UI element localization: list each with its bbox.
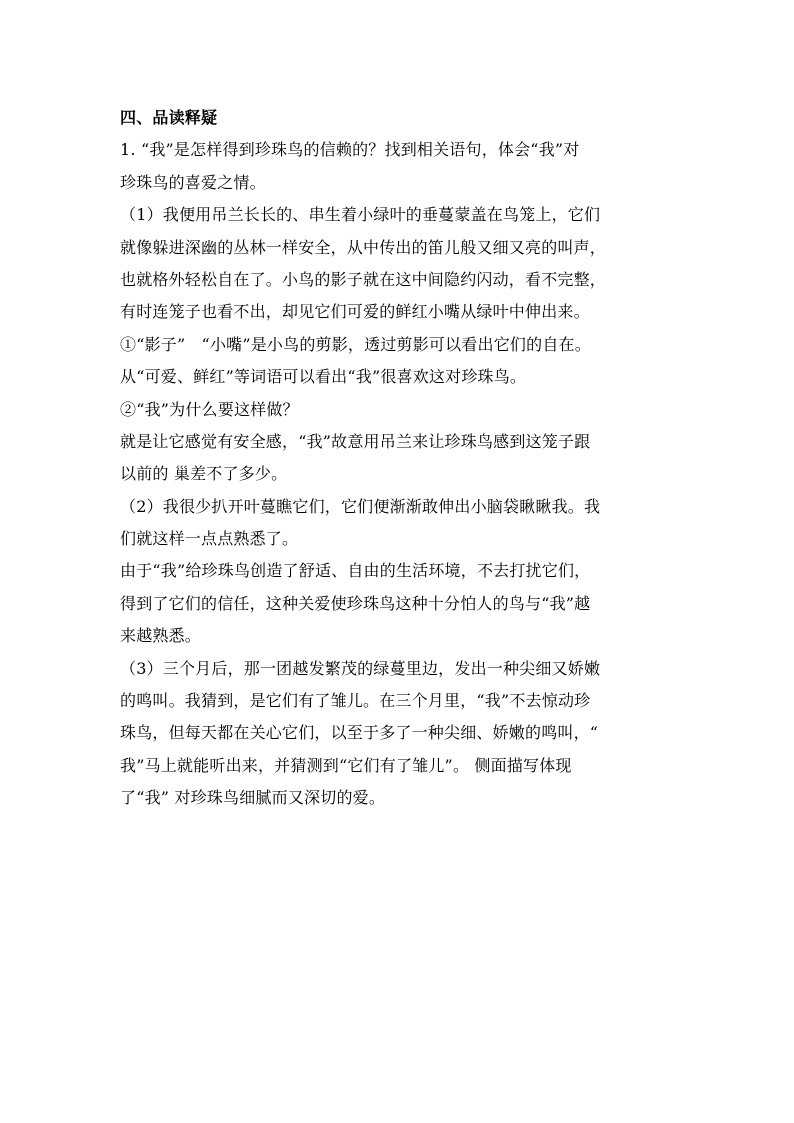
text-line: 珠鸟，但每天都在关心它们，以至于多了一种尖细、娇嫩的鸣叫，“ bbox=[120, 723, 599, 743]
text-line: （1）我便用吊兰长长的、串生着小绿叶的垂蔓蒙盖在鸟笼上，它们 bbox=[120, 205, 601, 225]
text-line: 有时连笼子也看不出，却见它们可爱的鲜红小嘴从绿叶中伸出来。 bbox=[120, 302, 590, 322]
text-line: 珍珠鸟的喜爱之情。 bbox=[120, 172, 266, 192]
text-line: （3）三个月后，那一团越发繁茂的绿蔓里边，发出一种尖细又娇嫩 bbox=[120, 658, 601, 678]
text-line: ①“影子” “小嘴”是小鸟的剪影，透过剪影可以看出它们的自在。 bbox=[120, 334, 591, 354]
text-line: 由于“我”给珍珠鸟创造了舒适、自由的生活环境，不去打扰它们， bbox=[120, 561, 591, 581]
text-line: 的鸣叫。我猜到，是它们有了雏儿。在三个月里，“我”不去惊动珍 bbox=[120, 691, 591, 711]
document-page bbox=[120, 102, 680, 815]
text-line: 们就这样一点点熟悉了。 bbox=[120, 529, 299, 549]
text-line: （2）我很少扒开叶蔓瞧它们，它们便渐渐敢伸出小脑袋瞅瞅我。我 bbox=[120, 496, 601, 516]
text-line: 就是让它感觉有安全感，“我”故意用吊兰来让珍珠鸟感到这笼子跟 bbox=[120, 431, 591, 451]
text-line: 以前的 巢差不了多少。 bbox=[120, 464, 288, 484]
section-heading: 四、品读释疑 bbox=[120, 108, 218, 127]
text-line: 1. “我”是怎样得到珍珠鸟的信赖的？找到相关语句，体会“我”对 bbox=[120, 140, 580, 160]
text-line: 了“我” 对珍珠鸟细腻而又深切的爱。 bbox=[120, 788, 386, 808]
text-line: 也就格外轻松自在了。小鸟的影子就在这中间隐约闪动，看不完整， bbox=[120, 269, 607, 289]
text-line: 来越熟悉。 bbox=[120, 626, 202, 646]
text-line: ②“我”为什么要这样做？ bbox=[120, 399, 299, 419]
text-line: 得到了它们的信任，这种关爱使珍珠鸟这种十分怕人的鸟与“我”越 bbox=[120, 593, 591, 613]
text-line: 就像躲进深幽的丛林一样安全，从中传出的笛儿般又细又亮的叫声， bbox=[120, 237, 607, 257]
text-line: 我”马上就能听出来，并猜测到“它们有了雏儿”。 侧面描写体现 bbox=[120, 755, 572, 775]
text-line: 从“可爱、鲜红”等词语可以看出“我”很喜欢这对珍珠鸟。 bbox=[120, 367, 527, 387]
